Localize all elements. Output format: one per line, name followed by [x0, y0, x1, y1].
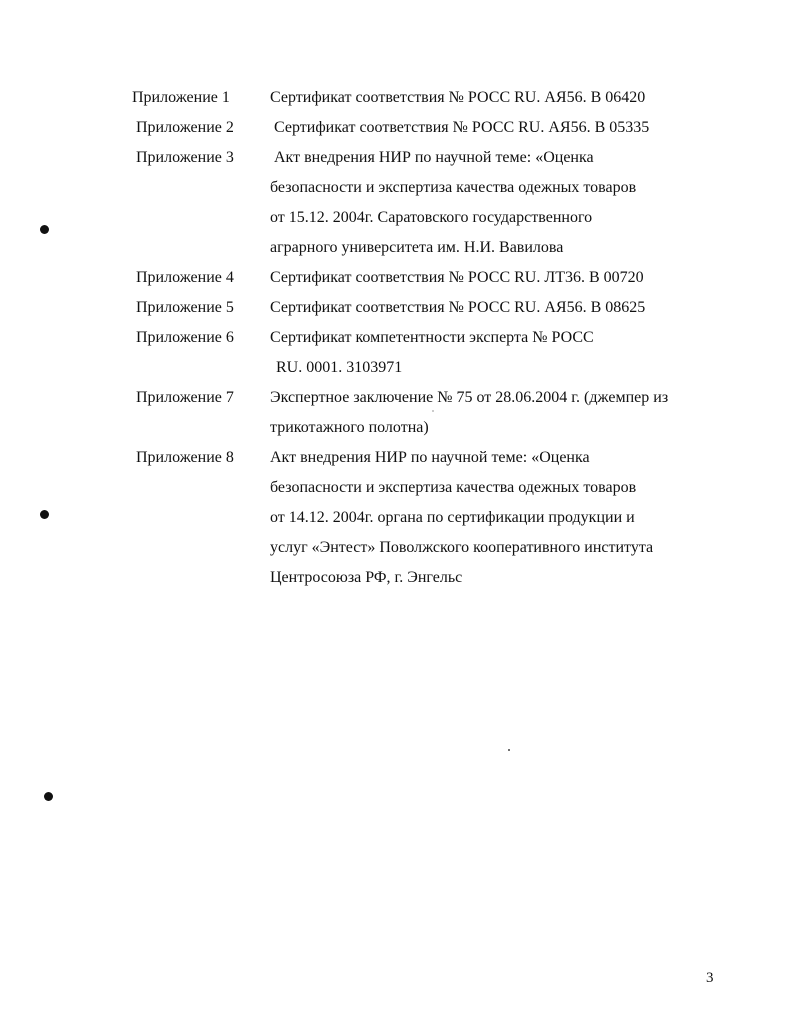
- page-number: 3: [706, 970, 714, 986]
- appendix-1-label: Приложение 1: [132, 89, 230, 106]
- appendix-5-label: Приложение 5: [136, 299, 234, 316]
- appendix-8-text-line-4: услуг «Энтест» Поволжского кооперативного института: [270, 539, 654, 556]
- appendix-7-label: Приложение 7: [136, 389, 234, 406]
- appendix-2-label: Приложение 2: [136, 119, 234, 136]
- appendix-4-label: Приложение 4: [136, 269, 234, 286]
- appendix-6-label: Приложение 6: [136, 329, 234, 346]
- appendix-3-text-line-2: безопасности и экспертиза качества одежных товаров: [270, 179, 637, 196]
- appendix-8-text-line-2: безопасности и экспертиза качества одежных товаров: [270, 479, 637, 496]
- scan-speck: [508, 749, 510, 751]
- appendix-7-text-line-1: Экспертное заключение № 75 от 28.06.2004 г. (джемпер из: [270, 389, 669, 406]
- appendix-4-text-line-1: Сертификат соответствия № РОСС RU. ЛТ36. В 00720: [270, 269, 644, 286]
- appendix-8-text-line-5: Центросоюза РФ, г. Энгельс: [270, 569, 463, 586]
- appendix-3-text-line-1: Акт внедрения НИР по научной теме: «Оценка: [274, 149, 594, 166]
- appendix-5-text-line-1: Сертификат соответствия № РОСС RU. АЯ56. В 08625: [270, 299, 646, 316]
- appendix-6-text-line-1: Сертификат компетентности эксперта № РОСС: [270, 329, 594, 346]
- appendix-8-text-line-1: Акт внедрения НИР по научной теме: «Оценка: [270, 449, 590, 466]
- punch-hole-top: [40, 225, 49, 234]
- appendix-8-text-line-3: от 14.12. 2004г. органа по сертификации продукции и: [270, 509, 635, 526]
- scan-speck: [432, 410, 434, 412]
- appendix-6-text-line-2: RU. 0001. 3103971: [276, 359, 403, 376]
- appendix-3-text-line-4: аграрного университета им. Н.И. Вавилова: [270, 239, 564, 256]
- appendix-3-text-line-3: от 15.12. 2004г. Саратовского государственного: [270, 209, 593, 226]
- punch-hole-bottom: [44, 792, 53, 801]
- appendix-1-text-line-1: Сертификат соответствия № РОСС RU. АЯ56. В 06420: [270, 89, 646, 106]
- appendix-3-label: Приложение 3: [136, 149, 234, 166]
- appendix-2-text-line-1: Сертификат соответствия № РОСС RU. АЯ56. В 05335: [274, 119, 650, 136]
- appendix-8-label: Приложение 8: [136, 449, 234, 466]
- appendix-7-text-line-2: трикотажного полотна): [270, 419, 429, 436]
- punch-hole-middle: [40, 510, 49, 519]
